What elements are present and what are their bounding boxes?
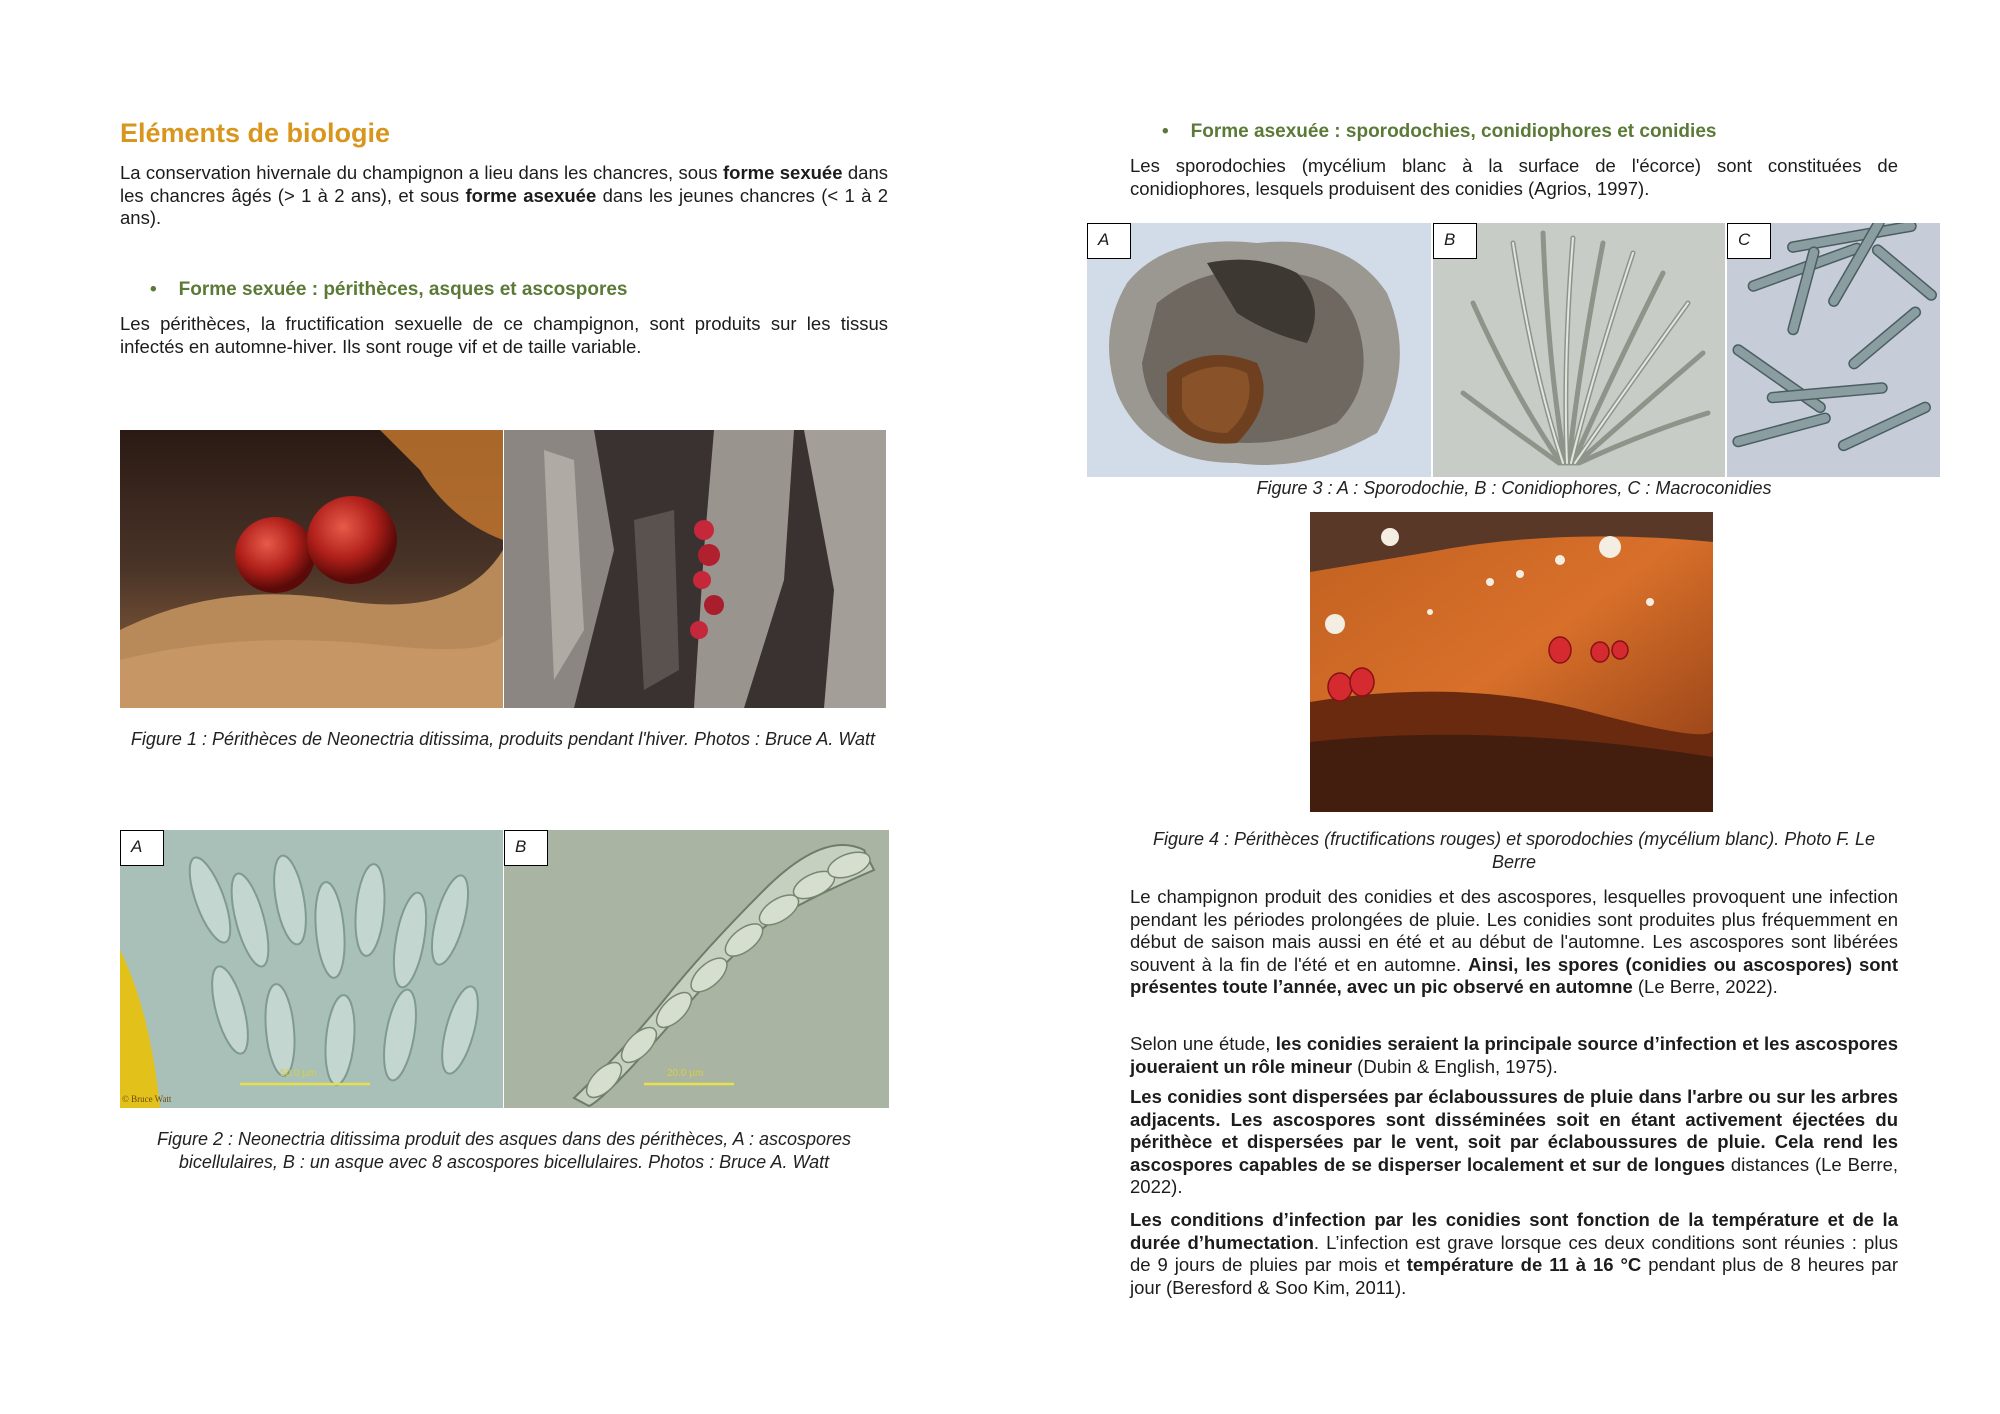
fig4-caption: Figure 4 : Périthèces (fructifications rouges) et sporodochies (mycélium blanc). Photo F. Le Berre: [1153, 829, 1875, 872]
fig1-photo-left: [120, 430, 503, 708]
fig2-scale-a: 50.0 µm: [280, 1068, 317, 1079]
fig2-label-a: A: [120, 830, 164, 866]
paragraph-spores-season: Le champignon produit des conidies et des ascospores, lesquelles provoquent une infection pendant les périodes prolongées de pluie. Les conidies sont produites plus fréquemment en début de saison mais aussi en été et au début de l'automne. Les ascospores sont libérées souvent à la fin de l'été et en automne. Ainsi, les spores (conidies ou ascospores) sont présentes toute l’année, avec un pic observé en automne (Le Berre, 2022).: [1130, 886, 1899, 997]
fig4-photo: [1310, 512, 1713, 812]
fig2-scale-b: 20.0 µm: [667, 1068, 704, 1079]
fig1-photo-right: [504, 430, 886, 708]
paragraph-infection-conditions: Les conditions d’infection par les conidies sont fonction de la température et de la durée d’humectation. L’infection est grave lorsque ces deux conditions sont réunies : plus de 9 jours de pluies par mois et température de 11 à 16 °C pendant plus de 8 heures par jour (Beresford & Soo Kim, 2011).: [1130, 1209, 1898, 1298]
bullet-sexual-form: • Forme sexuée : périthèces, asques et ascospores: [150, 279, 627, 301]
fig3-label-c: C: [1727, 223, 1771, 259]
fig3-label-b: B: [1433, 223, 1477, 259]
intro-paragraph: La conservation hivernale du champignon a lieu dans les chancres, sous forme sexuée dans les chancres âgés (> 1 à 2 ans), et sous forme asexuée dans les jeunes chancres (< 1 à 2 ans).: [120, 162, 889, 228]
fig3-caption: Figure 3 : A : Sporodochie, B : Conidiophores, C : Macroconidies: [1256, 478, 1772, 498]
fig3-photo-b: [1433, 223, 1725, 477]
fig3-photo-c: [1727, 223, 1940, 477]
fig2-watermark: © Bruce Watt: [122, 1094, 172, 1104]
fig2-photo-b: [504, 830, 889, 1108]
fig2-label-b: B: [504, 830, 548, 866]
paragraph-sporodochia: Les sporodochies (mycélium blanc à la surface de l'écorce) sont constituées de conidiophores, lesquels produisent des conidies (Agrios, 1997).: [1130, 155, 1898, 199]
paragraph-dispersal: Les conidies sont dispersées par éclaboussures de pluie dans l'arbre ou sur les arbres adjacents. Les ascospores sont disséminées soit en étant activement éjectées du périthèce et dispersées par le vent, soit par éclaboussures de pluie. Cela rend les ascospores capables de se disperser localement et sur de longues distances (Le Berre, 2022).: [1130, 1086, 1898, 1197]
section-title: Eléments de biologie: [120, 118, 391, 148]
fig2-photo-a: [120, 830, 503, 1108]
fig1-caption: Figure 1 : Périthèces de Neonectria ditissima, produits pendant l'hiver. Photos : Bruce A. Watt: [130, 729, 876, 749]
fig3-photo-a: [1087, 223, 1431, 477]
fig3-label-a: A: [1087, 223, 1131, 259]
fig2-caption: Figure 2 : Neonectria ditissima produit des asques dans des périthèces, A : ascospores bicellulaires, B : un asque avec 8 ascospores bicellulaires. Photos : Bruce A. Watt: [156, 1129, 852, 1172]
paragraph-perithecia: Les périthèces, la fructification sexuelle de ce champignon, sont produits sur les tissus infectés en automne-hiver. Ils sont rouge vif et de taille variable.: [120, 313, 888, 357]
paragraph-infection-source: Selon une étude, les conidies seraient la principale source d’infection et les ascospores joueraient un rôle mineur (Dubin & English, 1975).: [1130, 1033, 1898, 1077]
bullet-asexual-form: • Forme asexuée : sporodochies, conidiophores et conidies: [1162, 121, 1716, 143]
